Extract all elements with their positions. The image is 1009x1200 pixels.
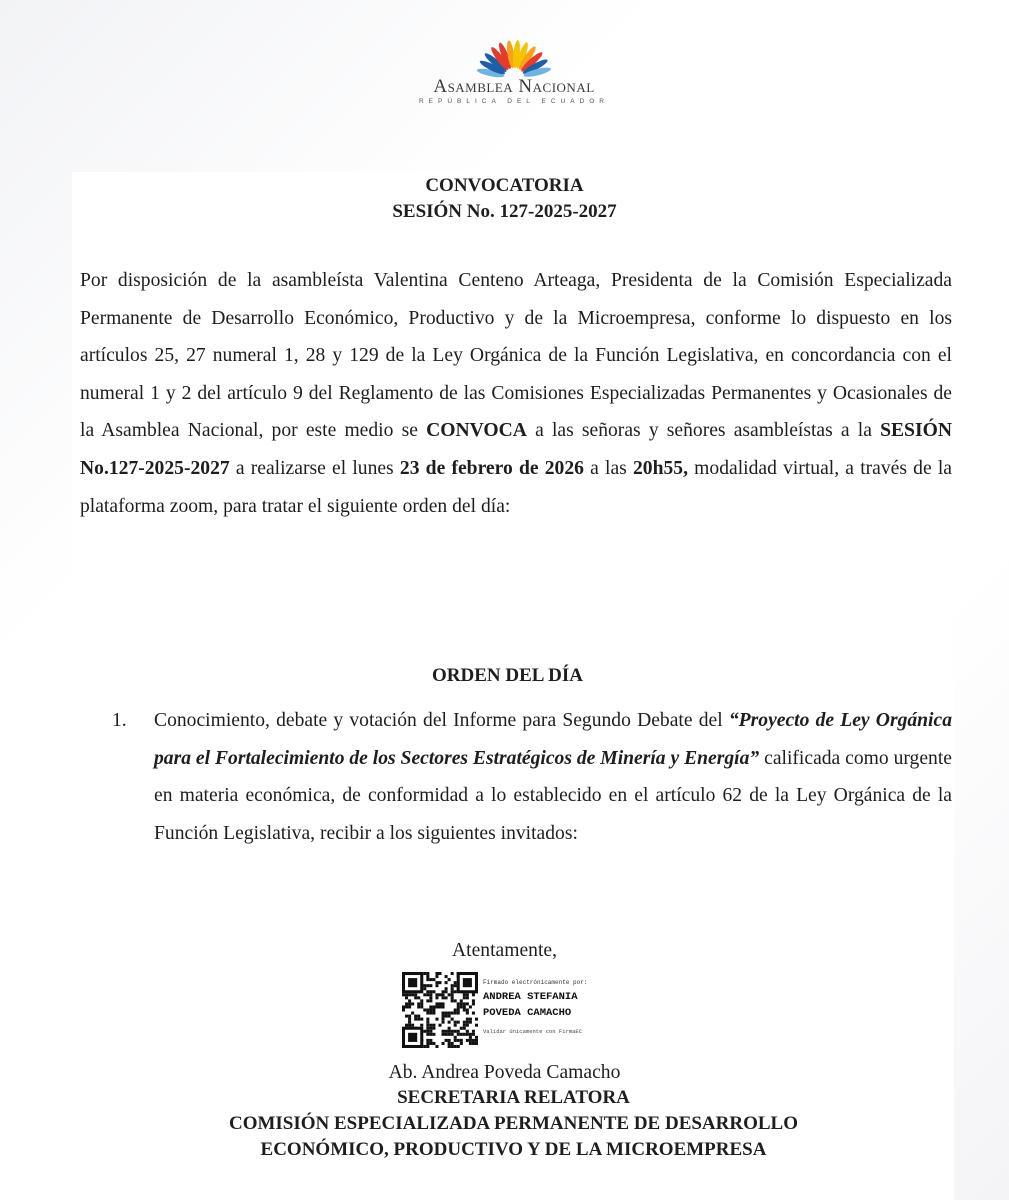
commission-line-2: ECONÓMICO, PRODUCTIVO Y DE LA MICROEMPRESA [260,1139,767,1160]
session-date: 23 de febrero de 2026 [399,457,584,479]
closing-salutation: Atentamente, [451,940,557,961]
validation-note: Validar únicamente con FirmaEC [483,1028,583,1035]
convocation-paragraph: Por disposición de la asambleísta Valentina Centeno Arteaga, Presidenta de la Comisión Especializada Permanente de Desarrollo Económico, Productivo y de la Microempresa, conforme lo dispuesto en los artículos 25, 27 numeral 1, 28 y 129 de la Ley Orgánica de la Función Legislativa, en concordancia con el numeral 1 y 2 del artículo 9 del Reglamento de las Comisiones Especializadas Permanentes y Ocasionales de la Asamblea Nacional, por este medio se CONVOCA a las señoras y señores asambleístas a la SESIÓN No.127-2025-2027 a realizarse el lunes 23 de febrero de 2026 a las 20h55, modalidad virtual, a través de la plataforma zoom, para tratar el siguiente orden del día: [80,270,952,517]
country-name: REPÚBLICA DEL ECUADOR [418,98,609,105]
qr-code-icon [402,972,478,1048]
session-reference: SESIÓN No.127-2025-2027 [80,420,952,479]
institution-logo [394,34,634,104]
signed-name-line-1: ANDREA STEFANIA [483,991,578,1003]
convoca-keyword: CONVOCA [426,420,527,442]
document-title: CONVOCATORIA [425,175,584,196]
agenda-item: Conocimiento, debate y votación del Informe para Segundo Debate del “Proyecto de Ley Orgánica para el Fortalecimiento de los Sectores Estratégicos de Minería y Energía” calificada como urgente en materia económica, de conformidad a lo establecido en el artículo 62 de la Ley Orgánica de la Función Legislativa, recibir a los siguientes invitados: [154,710,952,844]
project-title: “Proyecto de Ley Orgánica para el Fortalecimiento de los Sectores Estratégicos de Minería y Energía” [154,710,952,769]
signer-role: SECRETARIA RELATORA [397,1087,630,1108]
agenda-item-number: 1. [112,710,127,731]
signed-name-line-2: POVEDA CAMACHO [483,1007,572,1019]
session-number: SESIÓN No. 127-2025-2027 [392,201,617,222]
signer-name: Ab. Andrea Poveda Camacho [388,1062,621,1083]
signed-by-label: Firmado electrónicamente por: [483,979,588,986]
sun-rays-icon [472,34,556,78]
agenda-heading: ORDEN DEL DÍA [432,665,583,686]
institution-name: Asamblea Nacional [433,76,595,97]
commission-line-1: COMISIÓN ESPECIALIZADA PERMANENTE DE DESARROLLO [228,1113,799,1134]
session-time: 20h55, [632,457,688,479]
